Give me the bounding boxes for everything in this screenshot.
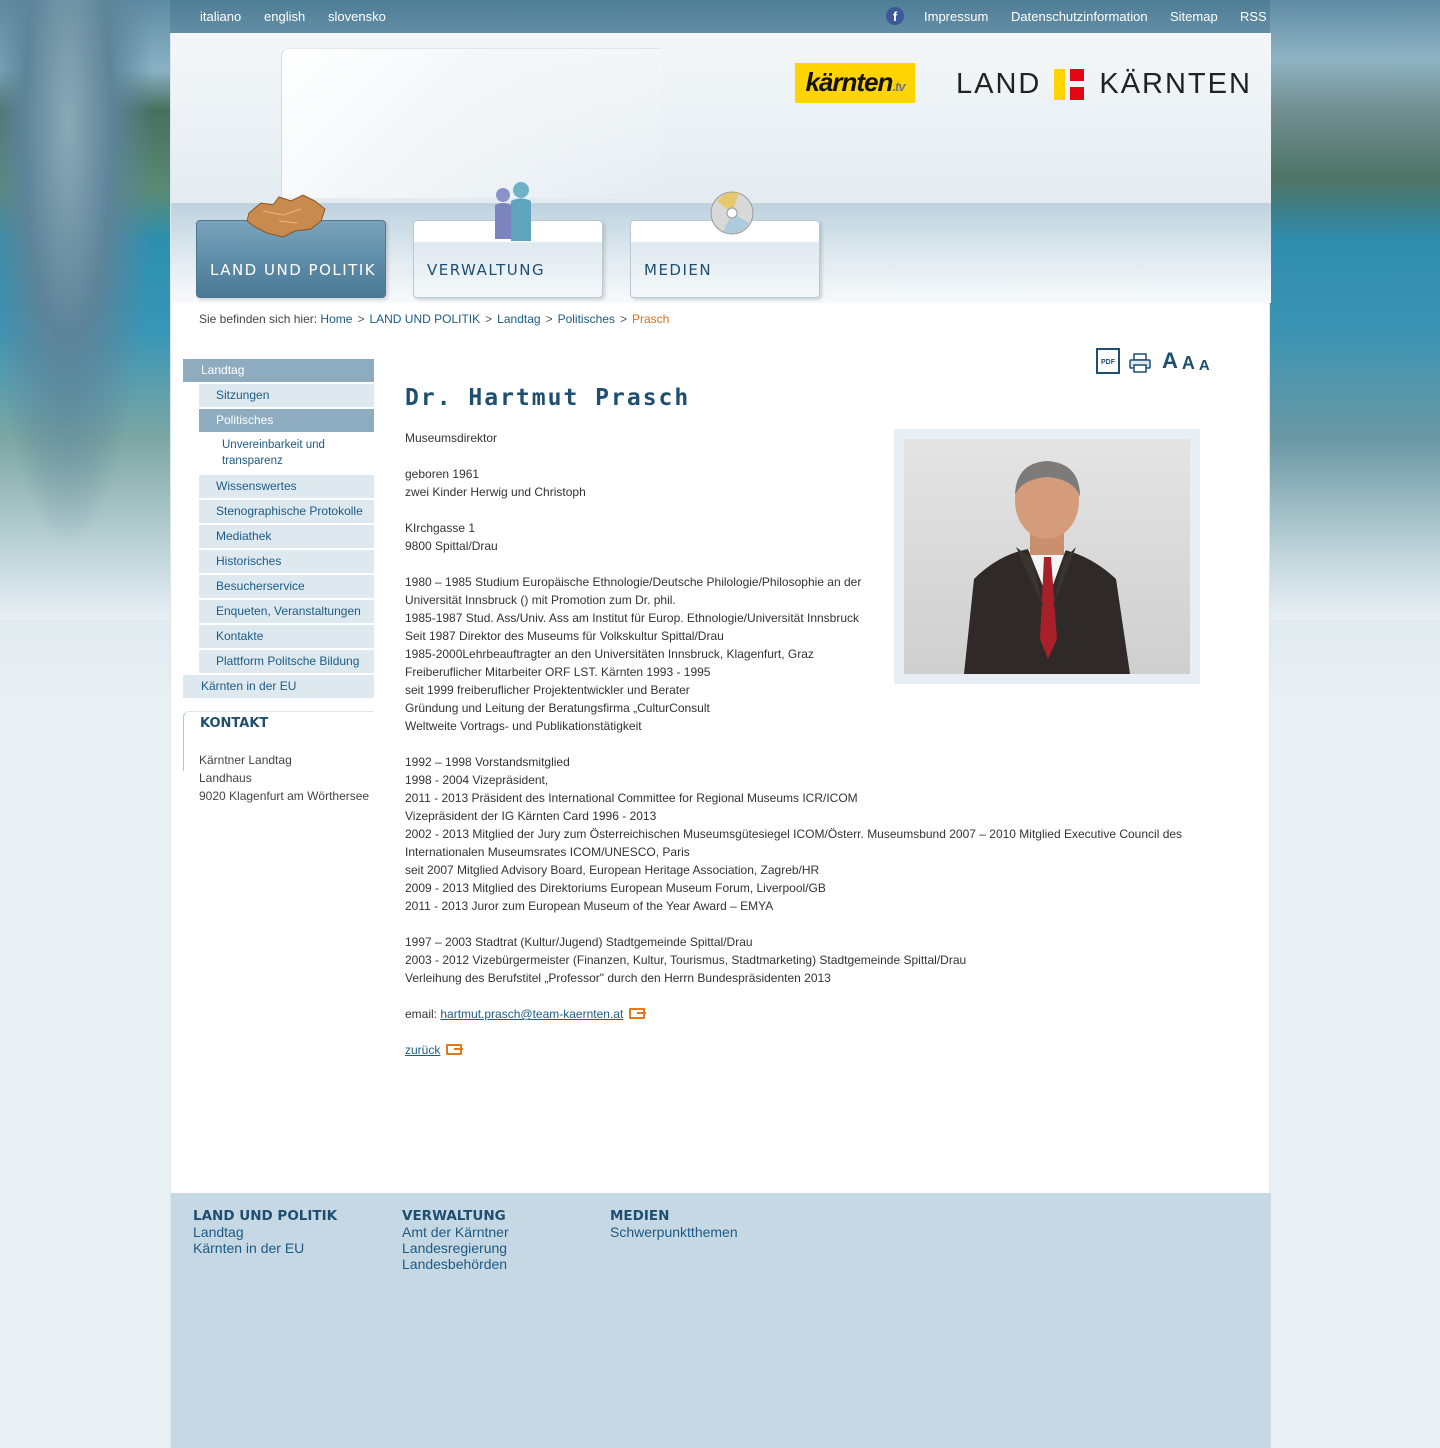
paragraph-spacer xyxy=(405,501,1195,519)
paragraph-spacer xyxy=(405,1023,1195,1041)
content-line: 2002 - 2013 Mitglied der Jury zum Österreichischen Museumsgütesiegel ICOM/Österr. Museumsbund 2007 – 2010 Mitglied Executive Council des xyxy=(405,827,1183,841)
lang-slovensko[interactable]: slovensko xyxy=(328,9,386,24)
ktv-logo-suffix: .tv xyxy=(892,79,905,94)
footer-link[interactable]: Kärnten in der EU xyxy=(193,1240,305,1256)
breadcrumb-land-und-politik[interactable]: LAND UND POLITIK xyxy=(369,312,481,326)
content-line: geboren 1961 xyxy=(405,467,480,481)
sidebar-item-besucherservice[interactable]: Besucherservice xyxy=(199,575,374,598)
back-link[interactable]: zurück xyxy=(405,1043,441,1057)
breadcrumb-prefix: Sie befinden sich hier: xyxy=(199,312,318,326)
footer-link[interactable]: Amt der Kärntner xyxy=(402,1224,509,1240)
footer-link[interactable]: Schwerpunktthemen xyxy=(610,1224,738,1240)
kontakt-line: Kärntner Landtag xyxy=(199,753,292,767)
page-tools xyxy=(1096,348,1210,374)
paragraph-spacer xyxy=(405,447,1195,465)
sidebar-item-label: Unvereinbarkeit und xyxy=(222,439,325,451)
pdf-label: PDF xyxy=(1101,359,1115,366)
content-line: Weltweite Vortrags- und Publikationstätigkeit xyxy=(405,719,642,733)
footer-link[interactable]: Landesbehörden xyxy=(402,1256,508,1272)
content-line: 2009 - 2013 Mitglied des Direktoriums European Museum Forum, Liverpool/GB xyxy=(405,881,826,895)
breadcrumb: Sie befinden sich hier: Home > LAND UND POLITIK > Landtag > Politisches > Prasch xyxy=(199,312,670,326)
content-line: 2003 - 2012 Vizebürgermeister (Finanzen, Kultur, Tourismus, Stadtmarketing) Stadtgemeinde Spittal/Drau xyxy=(405,953,967,967)
font-size-large[interactable]: A xyxy=(1162,348,1178,373)
sidebar-item-label: transparenz xyxy=(222,455,283,467)
footer-heading[interactable]: MEDIEN xyxy=(610,1208,670,1224)
people-icon xyxy=(489,181,537,243)
sidebar-item-kontakte[interactable]: Kontakte xyxy=(199,625,374,648)
back-line xyxy=(405,1041,1195,1059)
page-container xyxy=(170,33,1270,1448)
content-line: Museumsdirektor xyxy=(405,431,498,445)
font-size-medium[interactable]: A xyxy=(1181,353,1195,373)
content-line: 1992 – 1998 Vorstandsmitglied xyxy=(405,755,570,769)
sidebar-item-sitzungen[interactable]: Sitzungen xyxy=(199,384,374,407)
footer-heading[interactable]: LAND UND POLITIK xyxy=(193,1208,338,1224)
content-line: Internationalen Museumsrates ICOM/UNESCO, Paris xyxy=(405,845,690,859)
content-line: Vizepräsident der IG Kärnten Card 1996 - 2013 xyxy=(405,809,657,823)
paragraph-spacer xyxy=(405,915,1195,933)
content-line: zwei Kinder Herwig und Christoph xyxy=(405,485,586,499)
pdf-icon[interactable] xyxy=(1096,348,1120,374)
paragraph-spacer xyxy=(405,555,1195,573)
tab-label: LAND UND POLITIK xyxy=(210,261,377,279)
logo-land-text: LAND xyxy=(956,67,1042,100)
back-arrow-icon xyxy=(446,1044,462,1055)
kontakt-address xyxy=(199,751,369,805)
cd-icon xyxy=(709,189,755,241)
content-line: 1985-1987 Stud. Ass/Univ. Ass am Institut für Europ. Ethnologie/Universität Innsbruck xyxy=(405,611,860,625)
footer-column-land xyxy=(193,1208,337,1256)
impressum-link[interactable]: Impressum xyxy=(924,9,989,24)
kontakt-line: Landhaus xyxy=(199,771,252,785)
background-landscape-left xyxy=(0,0,170,620)
footer-column-medien xyxy=(610,1208,738,1240)
breadcrumb-landtag[interactable]: Landtag xyxy=(497,312,541,326)
kontakt-title: KONTAKT xyxy=(200,716,269,731)
sidebar-item-stenographische-protokolle[interactable]: Stenographische Protokolle xyxy=(199,500,374,523)
carinthia-flag-icon xyxy=(1054,69,1086,100)
content-line: seit 1999 freiberuflicher Projektentwickler und Berater xyxy=(405,683,690,697)
sitemap-link[interactable]: Sitemap xyxy=(1170,9,1218,24)
footer-link[interactable]: Landtag xyxy=(193,1224,244,1240)
content-line: Verleihung des Berufstitel „Professor" durch den Herrn Bundespräsidenten 2013 xyxy=(405,971,831,985)
sidebar-item-unvereinbarkeit[interactable] xyxy=(199,434,374,473)
content-line: 2011 - 2013 Präsident des International Committee for Regional Museums ICR/ICOM xyxy=(405,791,858,805)
lang-italiano[interactable]: italiano xyxy=(200,9,242,24)
sidebar-item-mediathek[interactable]: Mediathek xyxy=(199,525,374,548)
sidebar-item-landtag[interactable]: Landtag xyxy=(183,359,374,382)
footer-heading[interactable]: VERWALTUNG xyxy=(402,1208,506,1224)
footer-link[interactable]: Landesregierung xyxy=(402,1240,508,1256)
sidebar-item-enqueten[interactable]: Enqueten, Veranstaltungen xyxy=(199,600,374,623)
email-link[interactable]: hartmut.prasch@team-kaernten.at xyxy=(440,1007,624,1021)
tab-label: VERWALTUNG xyxy=(427,261,546,279)
page-title: Dr. Hartmut Prasch xyxy=(405,385,691,411)
content-line: Gründung und Leitung der Beratungsfirma „CulturConsult xyxy=(405,701,710,715)
top-bar xyxy=(0,0,1440,33)
footer-column-verwaltung xyxy=(402,1208,509,1272)
sidebar-item-historisches[interactable]: Historisches xyxy=(199,550,374,573)
external-link-icon xyxy=(629,1008,645,1019)
email-label: email: xyxy=(405,1007,438,1021)
content-line: KIrchgasse 1 xyxy=(405,521,476,535)
content-line: 1997 – 2003 Stadtrat (Kultur/Jugend) Stadtgemeinde Spittal/Drau xyxy=(405,935,753,949)
breadcrumb-home[interactable]: Home xyxy=(320,312,353,326)
carinthia-map-icon xyxy=(243,191,331,246)
sidebar-item-wissenswertes[interactable]: Wissenswertes xyxy=(199,475,374,498)
main-content xyxy=(405,429,1195,1059)
content-line: 2011 - 2013 Juror zum European Museum of the Year Award – EMYA xyxy=(405,899,774,913)
content-line: Freiberuflicher Mitarbeiter ORF LST. Kärnten 1993 - 1995 xyxy=(405,665,711,679)
content-line: 9800 Spittal/Drau xyxy=(405,539,498,553)
font-size-small[interactable]: A xyxy=(1198,357,1210,374)
sidebar-nav xyxy=(183,359,374,700)
kontakt-line: 9020 Klagenfurt am Wörthersee xyxy=(199,789,370,803)
content-line: seit 2007 Mitglied Advisory Board, European Heritage Association, Zagreb/HR xyxy=(405,863,820,877)
datenschutz-link[interactable]: Datenschutzinformation xyxy=(1011,9,1148,24)
tab-label: MEDIEN xyxy=(644,261,713,279)
content-line: Universität Innsbruck () mit Promotion zum Dr. phil. xyxy=(405,593,676,607)
background-landscape-right xyxy=(1270,0,1440,620)
content-line: 1980 – 1985 Studium Europäische Ethnologie/Deutsche Philologie/Philosophie an der xyxy=(405,575,862,589)
email-line xyxy=(405,1005,1195,1023)
facebook-icon[interactable]: f xyxy=(886,7,904,25)
header xyxy=(171,33,1271,203)
land-kaernten-logo[interactable] xyxy=(956,67,1252,101)
content-line: 1985-2000Lehrbeauftragter an den Universitäten Innsbruck, Klagenfurt, Graz xyxy=(405,647,814,661)
footer xyxy=(171,1193,1271,1448)
kaernten-tv-logo[interactable] xyxy=(795,63,915,103)
header-swoosh xyxy=(281,48,661,198)
logo-kaernten-text: KÄRNTEN xyxy=(1099,67,1252,100)
content-line: 1998 - 2004 Vizepräsident, xyxy=(405,773,549,787)
content-line: Seit 1987 Direktor des Museums für Volkskultur Spittal/Drau xyxy=(405,629,724,643)
sidebar-item-kaernten-eu[interactable]: Kärnten in der EU xyxy=(183,675,374,698)
rss-link[interactable]: RSS xyxy=(1240,9,1267,24)
lang-english[interactable]: english xyxy=(264,9,306,24)
ktv-logo-text: kärnten xyxy=(805,67,893,97)
sidebar-item-politisches[interactable]: Politisches xyxy=(199,409,374,432)
breadcrumb-current: Prasch xyxy=(631,312,670,326)
paragraph-spacer xyxy=(405,987,1195,1005)
printer-icon[interactable] xyxy=(1128,352,1152,374)
main-nav xyxy=(171,203,1271,303)
paragraph-spacer xyxy=(405,735,1195,753)
breadcrumb-politisches[interactable]: Politisches xyxy=(557,312,615,326)
sidebar-item-plattform[interactable]: Plattform Politsche Bildung xyxy=(199,650,374,673)
